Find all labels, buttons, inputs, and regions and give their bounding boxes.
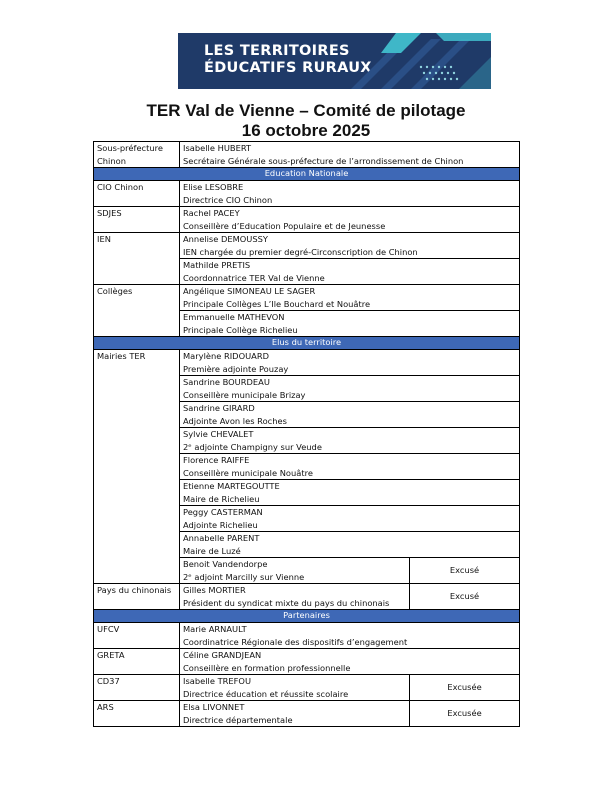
attendee-row [94, 532, 520, 558]
person-cell [180, 181, 520, 207]
person-cell [180, 142, 520, 168]
person-cell [180, 285, 520, 311]
attendee-row [94, 480, 520, 506]
person-role: Directrice éducation et réussite scolaire [183, 688, 349, 699]
person-role: Principale Collèges L’Ile Bouchard et Nouâtre [183, 298, 371, 309]
person-role: Coordinatrice Régionale des dispositifs d’engagement [183, 636, 408, 647]
organization-name: Mairies TER [97, 351, 146, 361]
attendee-row [94, 428, 520, 454]
attendee-row [94, 558, 520, 584]
person-name: Céline GRANDJEAN [183, 650, 262, 660]
logo-line-2: ÉDUCATIFS RURAUX [204, 60, 372, 76]
person-name: Sandrine BOURDEAU [183, 377, 270, 387]
organization-cell [94, 142, 180, 168]
section-row [94, 610, 520, 623]
person-cell [180, 233, 520, 259]
organization-name: CIO Chinon [97, 182, 144, 192]
attendee-row [94, 181, 520, 207]
person-role: Président du syndicat mixte du pays du chinonais [183, 597, 390, 608]
person-role: Conseillère d’Education Populaire et de Jeunesse [183, 220, 386, 231]
person-role: Maire de Luzé [183, 545, 241, 556]
person-cell [180, 402, 520, 428]
person-name: Mathilde PRETIS [183, 260, 251, 270]
person-name: Sandrine GIRARD [183, 403, 255, 413]
organization-cell [94, 259, 180, 285]
person-role: Conseillère municipale Nouâtre [183, 467, 313, 478]
organization-cell [94, 207, 180, 233]
person-role: Conseillère en formation professionnelle [183, 662, 351, 673]
person-cell [180, 207, 520, 233]
person-cell [180, 532, 520, 558]
section-header: Education Nationale [94, 168, 520, 181]
person-role: Maire de Richelieu [183, 493, 260, 504]
person-name: Emmanuelle MATHEVON [183, 312, 285, 322]
person-cell [180, 454, 520, 480]
person-cell [180, 675, 410, 701]
logo-banner [178, 33, 491, 89]
organization-cell [94, 311, 180, 337]
person-name: Isabelle HUBERT [183, 143, 252, 153]
document-date: 16 octobre 2025 [241, 121, 371, 140]
organization-name: SDJES [97, 208, 122, 218]
organization-cell [94, 402, 180, 428]
person-name: Elise LESOBRE [183, 182, 244, 192]
person-cell [180, 584, 410, 610]
document-title: TER Val de Vienne – Comité de pilotage [146, 101, 466, 120]
attendee-row [94, 701, 520, 727]
organization-name: Collèges [97, 286, 133, 296]
person-cell [180, 259, 520, 285]
person-name: Rachel PACEY [183, 208, 240, 218]
attendee-row [94, 350, 520, 376]
person-cell [180, 623, 520, 649]
logo-line-1: LES TERRITOIRES [204, 43, 350, 59]
organization-cell [94, 532, 180, 558]
person-role: Conseillère municipale Brizay [183, 389, 306, 400]
organization-name: CD37 [97, 676, 120, 686]
organization-name: Pays du chinonais [97, 585, 172, 595]
attendee-row [94, 285, 520, 311]
person-role: Adjointe Richelieu [183, 519, 258, 530]
organization-name: ARS [97, 702, 114, 712]
attendee-row [94, 675, 520, 701]
organization-cell [94, 454, 180, 480]
organization-cell [94, 623, 180, 649]
organization-cell [94, 649, 180, 675]
person-name: Peggy CASTERMAN [183, 507, 263, 517]
person-role: IEN chargée du premier degré-Circonscription de Chinon [183, 246, 418, 257]
organization-cell [94, 285, 180, 311]
person-name: Marylène RIDOUARD [183, 351, 270, 361]
section-row [94, 337, 520, 350]
organization-name: GRETA [97, 650, 125, 660]
attendee-row [94, 311, 520, 337]
person-cell [180, 558, 410, 584]
attendee-row [94, 142, 520, 168]
attendee-row [94, 259, 520, 285]
organization-name: IEN [97, 234, 111, 244]
section-header: Partenaires [94, 610, 520, 623]
person-cell [180, 649, 520, 675]
person-name: Benoit Vandendorpe [183, 559, 268, 569]
person-name: Florence RAIFFE [183, 455, 250, 465]
person-name: Annabelle PARENT [183, 533, 260, 543]
attendee-row [94, 233, 520, 259]
person-cell [180, 376, 520, 402]
attendee-table [93, 141, 520, 727]
organization-cell [94, 506, 180, 532]
person-name: Marie ARNAULT [183, 624, 247, 634]
person-role: Coordonnatrice TER Val de Vienne [183, 272, 325, 283]
person-cell [180, 506, 520, 532]
person-cell [180, 701, 410, 727]
person-name: Gilles MORTIER [183, 585, 246, 595]
organization-cell [94, 584, 180, 610]
organization-cell [94, 701, 180, 727]
person-name: Etienne MARTEGOUTTE [183, 481, 280, 491]
organization-name: Chinon [97, 155, 126, 166]
person-name: Sylvie CHEVALET [183, 429, 254, 439]
attendee-row [94, 584, 520, 610]
organization-cell [94, 428, 180, 454]
attendee-row [94, 376, 520, 402]
person-role: 2ᵉ adjoint Marcilly sur Vienne [183, 571, 305, 582]
person-role: Adjointe Avon les Roches [183, 415, 287, 426]
organization-cell [94, 376, 180, 402]
person-cell [180, 350, 520, 376]
organization-cell [94, 558, 180, 584]
person-role: Première adjointe Pouzay [183, 363, 289, 374]
person-role: Secrétaire Générale sous-préfecture de l’arrondissement de Chinon [183, 155, 464, 166]
person-role: Directrice départementale [183, 714, 293, 725]
logo-pattern-graphic [341, 33, 491, 89]
section-header: Elus du territoire [94, 337, 520, 350]
person-cell [180, 480, 520, 506]
attendee-row [94, 623, 520, 649]
organization-cell [94, 233, 180, 259]
section-row [94, 168, 520, 181]
attendance-status: Excusé [410, 558, 520, 584]
person-role: Principale Collège Richelieu [183, 324, 298, 335]
organization-cell [94, 181, 180, 207]
person-name: Elsa LIVONNET [183, 702, 245, 712]
attendee-row [94, 506, 520, 532]
person-name: Angélique SIMONEAU LE SAGER [183, 286, 316, 296]
organization-cell [94, 480, 180, 506]
attendance-status: Excusée [410, 701, 520, 727]
attendee-row [94, 454, 520, 480]
organization-name: UFCV [97, 624, 120, 634]
attendee-row [94, 402, 520, 428]
person-role: 2ᵉ adjointe Champigny sur Veude [183, 441, 322, 452]
person-cell [180, 311, 520, 337]
attendance-status: Excusé [410, 584, 520, 610]
attendee-row [94, 207, 520, 233]
person-cell [180, 428, 520, 454]
attendance-status: Excusée [410, 675, 520, 701]
organization-cell [94, 350, 180, 376]
person-name: Annelise DEMOUSSY [183, 234, 268, 244]
organization-cell [94, 675, 180, 701]
person-role: Directrice CIO Chinon [183, 194, 273, 205]
attendee-row [94, 649, 520, 675]
person-name: Isabelle TREFOU [183, 676, 252, 686]
organization-name: Sous-préfecture [97, 143, 163, 153]
